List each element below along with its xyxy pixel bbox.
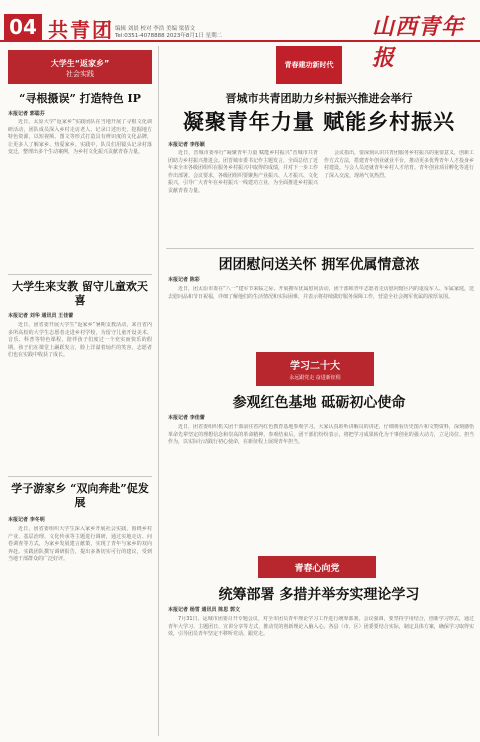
article3-body: 近日，团省委组织大学生深入家乡开展社会实践，围绕乡村产业、基层治理、文化传承等主题进行调研，通过实地走访、问卷调查等方式，为家乡发展建言献策，实现了青年与家乡的双向奔赴。实践团队撰写调研报告，提出多条切实可行的建议，受到当地干部群众的广泛好评。	[8, 526, 152, 562]
youth-banner-title: 青春心向党	[294, 564, 340, 574]
article2-main-body: 近日，团太原市委在“八一”建军节来临之际，开展拥军优属慰问活动，团干部和青年志愿者走访慰问辖区内的退役军人、军属家庭，送去慰问品和节日祝福，详细了解他们的生活情况和实际困难，并表示将持续做好服务保障工作，营造全社会拥军优属的浓厚氛围。	[168, 286, 474, 300]
article1-title: “寻根摄误” 打造特色 IP	[19, 92, 141, 105]
divider	[166, 248, 474, 249]
article3-main-title: 参观红色基地 砥砺初心使命	[232, 395, 406, 411]
study-banner	[256, 352, 374, 386]
article2-body: 近日，团省委开展大学生“返家乡”暑期支教活动，来自省内多所高校的大学生志愿者走进乡村学校，为留守儿童开设美术、音乐、科普等特色课程，陪伴孩子们度过一个充实而快乐的假期。孩子们在课堂上踊跃发言，脸上洋溢着灿烂的笑容，志愿者们也在实践中收获了成长。	[8, 322, 152, 358]
article4-title: 统筹部署 多措并举夯实理论学习	[218, 587, 420, 603]
main-subtitle: 晋城市共青团助力乡村振兴推进会举行	[225, 92, 413, 105]
editor-line: 编辑 刘晨 校对 李浩 美编 梁倩文	[115, 26, 196, 32]
article3-main-byline: 本报记者 李佳蕾	[168, 415, 205, 421]
page-number: 04	[4, 14, 42, 40]
article2-title: 大学生来支教 留守儿童欢天喜	[12, 280, 148, 307]
article2-byline: 本报记者 刘华 通讯员 王佳蕾	[8, 313, 74, 319]
badge-line2: 社会实践	[66, 70, 94, 78]
article3-title: 学子游家乡 “双向奔赴”促发展	[11, 482, 149, 509]
study-banner-title: 学习二十大	[290, 361, 340, 372]
youth-banner	[258, 556, 376, 578]
article4-byline: 本报记者 杨雪 通讯员 陈思 郭文	[168, 607, 240, 613]
banner-label	[276, 46, 342, 84]
divider	[8, 274, 152, 275]
study-banner-sub: 永远跟党走 奋进新征程	[289, 375, 341, 381]
tel-date-line: Tel:0351-4078888 2023年8月1日 星期二	[115, 33, 223, 39]
article2-main-title: 团团慰问送关怀 拥军优属情意浓	[218, 257, 420, 273]
divider	[8, 476, 152, 477]
main-byline: 本报记者 李彤颖	[168, 142, 205, 148]
article1-body: 近日，太原大学“返家乡”实践团队在当地开展了寻根文化调研活动，团队成员深入乡村走访老人、记录口述历史，挖掘地方特色资源，以短视频、图文等形式打造具有辨识度的文化品牌，让更多人了解家乡、热爱家乡。实践中，队员们用镜头记录村落变迁，整理出多个生动案例，为乡村文化振兴贡献青春力量。	[8, 119, 152, 155]
main-body-right: 会议指出，要深刻认识共青团服务乡村振兴的重要意义，创新工作方式方法，搭建青年创业就业平台，推动更多优秀青年人才投身乡村建设。与会人员还就青年乡村人才培育、青年创业项目孵化等进行了深入交流，现场气氛热烈。	[324, 150, 474, 179]
badge-line1: 大学生“返家乡”	[50, 59, 110, 68]
article2-main-byline: 本报记者 陈彩	[168, 277, 200, 283]
article3-byline: 本报记者 李冬明	[8, 517, 45, 523]
section-title: 共青团	[48, 18, 114, 42]
main-body-left: 近日，晋城市委举行“凝聚青年力量 赋能乡村振兴”晋城市共青团助力乡村振兴推进会。团晋城市委书记作主题发言，全面总结了近年来全市各级团组织在服务乡村振兴中取得的成绩，并对下一步工作作出部署。会议要求，各级团组织要聚焦产业振兴、人才振兴、文化振兴，引导广大青年在乡村振兴一线建功立业，为全面推进乡村振兴贡献青春力量。	[168, 150, 318, 194]
practice-badge	[8, 50, 152, 84]
banner-label-text: 青春建功新时代	[284, 61, 334, 69]
article3-main-body: 近日，团省委组织机关团干部前往省内红色教育基地参观学习。大家认真聆听讲解员的讲述，仔细观看历史图片和文物资料，深刻感悟革命先辈坚定的理想信念和崇高的革命精神。参观结束后，团干部们纷纷表示，将把学习成果转化为干事创业的强大动力，立足岗位、担当作为，以实际行动践行初心使命，在新征程上展现青年担当。	[168, 424, 474, 445]
article1-byline: 本报记者 郭聪芬	[8, 111, 45, 117]
main-headline: 凝聚青年力量 赋能乡村振兴	[182, 109, 456, 134]
newspaper-logo: 山西青年报	[372, 14, 465, 71]
column-divider	[158, 46, 159, 736]
article4-body: 7月31日，运城市团委召开专题会议，对全市团员青年理论学习工作进行统筹部署。会议强调，要坚持学用结合，创新学习形式，通过青年大学习、主题团日、宣讲分享等方式，推动党的创新理论入脑入心。各县（市、区）团委要结合实际，制定具体方案，确保学习取得实效，引导团员青年坚定不移听党话、跟党走。	[168, 616, 474, 637]
